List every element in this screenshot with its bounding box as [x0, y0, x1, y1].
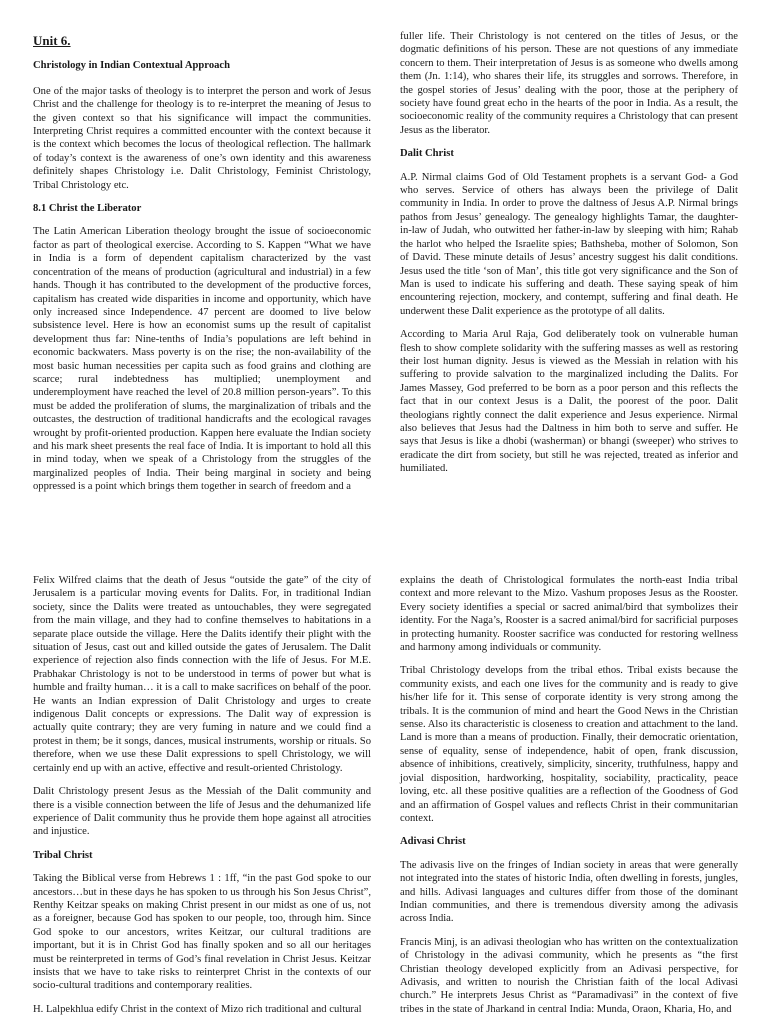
- wilfred-paragraph: Felix Wilfred claims that the death of Jesus “outside the gate” of the city of Jerusalem is a particular moving events for Dalits. For, in traditional Indian society, since the Dalits were treated as untouchables, they were segregated from the main village, and they had to confine themselves to habitations in a separate place outside the village. Here the Dalits identify their plight with the situation of Jesus, cast out and killed outside the gates of Jerusalem. The Dalit experience of rejection also finds connection with the life of Jesus. For M.E. Prabhakar Christology is not to be understood in terms of power but what is humble and frailty human… it is a call to make sacrifices on behalf of the poor. He wants an Indian expression of Dalit Christology and urges to create indigenous Dalit concepts or expressions. The Dalit way of expression is actually quite contrary; they are very fuming in nature and we could find a protest in them; be it songs, dances, musical instruments, worship or rituals. So therefore, when we use these Dalit expressions to spell Christology, we will certainly end up with an active, effective and result-oriented Christology.: [33, 575, 371, 774]
- page-gap: [0, 520, 768, 560]
- top-left-column: [33, 30, 371, 504]
- unit-heading: Unit 6.: [33, 33, 71, 48]
- adivasi-christ-heading: Adivasi Christ: [400, 836, 466, 848]
- adivasi-paragraph: The adivasis live on the fringes of Indian society in areas that were generally not integrated into the states of historic India, often dwelling in forests, jungles, and hills. Adivasi languages and cultures differ from those of the dominant Indian communities, and there is tremendous diversity among the adivasis across India.: [400, 859, 738, 925]
- dalit-christ-heading: Dalit Christ: [400, 148, 454, 160]
- arul-raja-paragraph: According to Maria Arul Raja, God deliberately took on vulnerable human flesh to show complete solidarity with the suffering masses as well as restoring their lost human dignity. Jesus is viewed as the Messiah in relation with his suffering to provide salvation to the marginalized including the Dalits. For James Massey, God preferred to be born as a poor person and this reflects the fact that in our context Jesus is a Dalit, the poorest of the poor. Dalit theologians rightly connect the dalit experience and Jesus experience. Nirmal also believes that Jesus had the Daltness in him both to serve and suffer. He says that Jesus is like a dhobi (washerman) or bhangi (sweeper) who strives to eradicate the dirt from society, but still he was rejected, treated as inferior and humiliated.: [400, 329, 738, 475]
- rooster-paragraph: explains the death of Christological formulates the north-east India tribal context and more relevant to the Mizo. Vashum proposes Jesus as the Rooster. Every society identifies a special or sacred animal/bird that symbolizes their identity. For the Naga’s, Rooster is a sacred animal/bird for sacrificial purposes in protecting humanity. Rooster sacrifice was conducted for restoring wellness and harmony among individuals or community.: [400, 575, 738, 654]
- bottom-right-column: [400, 574, 738, 1026]
- minj-paragraph: Francis Minj, is an adivasi theologian who has written on the contextualization of Christology in the adivasi community, which he presents as “the first Christian theology developed explicitly from an Adivasi perspective, for Adivasis, and written to nourish the Christian faith of the local Adivasi church.” He interprets Jesus Christ as “Paramadivasi” in the context of five tribes in the state of Jharkand in central India: Munda, Oraon, Kharia, Ho, and: [400, 936, 738, 1015]
- dalit-christology-paragraph: Dalit Christology present Jesus as the Messiah of the Dalit community and there is a visible connection between the life of Jesus and the dehumanized life experience of Dalit community thus he provide them hope against all atrocities and injustice.: [33, 786, 371, 838]
- liberator-paragraph: The Latin American Liberation theology brought the issue of socioeconomic factor as part of theological exercise. According to S. Kappen “What we have in India is a form of dependent capitalism characterized by the vast concentration of the means of production (agricultural and industrial) in a few hands. Though it has contributed to the development of the productive forces, capitalism has created wide disparities in income and opportunity, which have only increased since Independence. 47 percent are doomed to live below subsistence level. Here is how an economist sums up the result of capitalist development thus far: Nine-tenths of India’s populations are left behind in economic backwaters. Mass poverty is on the rise; the non-availability of the most basic human necessities per capita such as food grains and clothing are scarce; rural indebtedness has multiplied; unemployment and underemployment have reached the level of 20.8 million person-years”. To this must be added the proliferation of slums, the marginalization of tribals and the outcastes, the destruction of traditional handicrafts and the ecological ravages wrought by profit-oriented production. Kappen here evaluate the Indian society and his mark sheet presents the real face of India. It is important to hold all this in mind today, when we speak of a Christology from the struggles of the marginalized peoples of India. Their being marginal in society and being oppressed is a point which brings them together in search of freedom and a: [33, 226, 371, 493]
- section-heading: 8.1 Christ the Liberator: [33, 203, 142, 215]
- nirmal-paragraph: A.P. Nirmal claims God of Old Testament prophets is a servant God- a God who serves. Service of others has always been the privilege of Dalit community in India. In order to prove the daltness of Jesus A.P. Nirmal brings pathos from Jesus’ genealogy. The genealogy highlights Tamar, the daughter-in-law of Judah, who outwitted her father-in-law by sleeping with him; Rahab the harlot who helped the Israelite spies; Bathsheba, mother of Solomon, Son of David. These minute details of Jesus’ ancestry suggest his dalit conditions. Jesus used the title ‘son of Man’, this title got very significance and the Son of Man is used to indicate his suffering and death. These saying speak of him encountering rejection, mockery, and contempt, suffering and final death. He underwent these Dalit experience as the prototype of all dalits.: [400, 171, 738, 317]
- fuller-life-paragraph: fuller life. Their Christology is not centered on the titles of Jesus, or the dogmatic definitions of his person. These are not questions of any immediate concern to them. Their interpretation of Jesus is as someone who dwells among them (Jn. 1:14), who shares their life, its struggles and sorrows. Therefore, in the gospel stories of Jesus’ dealing with the poor, those at the periphery of society have found great echo in the hearts of the poor in India. As a result, the socioeconomic reality of the community requires a Christology that can present Jesus as the liberator.: [400, 31, 738, 136]
- tribal-christ-heading: Tribal Christ: [33, 849, 93, 861]
- lalpekhlua-paragraph: H. Lalpekhlua edify Christ in the context of Mizo rich traditional and cultural: [33, 1003, 362, 1015]
- intro-paragraph: One of the major tasks of theology is to interpret the person and work of Jesus Christ and the challenge for theology is to re-interpret the meaning of Jesus to the given context so that his significance will impact the communities. Interpreting Christ requires a committed encounter with the context because it is the context which becomes the locus of theological reflection. The hallmark of today’s context is the awareness of one’s own identity and this awareness definitely shapes Christology i.e. Dalit Christology, Feminist Christology, Tribal Christology etc.: [33, 85, 371, 191]
- tribal-ethos-paragraph: Tribal Christology develops from the tribal ethos. Tribal exists because the community exists, and each one lives for the community and is ready to give his/her life for it. This sense of corporate identity is very strong among the tribals. It is the communion of mind and heart the Good News in the Christian sense. Also its characteristic is closeness to creation and attachment to the land. Land is more than a means of production. Finally, their democratic orientation, sense of equality, sense of independence, habit of open, frank discussion, absence of inhibitions, creatively, simplicity, sincerity, truthfulness, happy and jovial disposition, hardworking, hospitality, sociability, practicality, peace loving, etc. all these positive qualities are a reflection of the Goodness of God and an affirmation of Gospel values and reflects Christ in their communitarian context.: [400, 665, 738, 824]
- keitzar-paragraph: Taking the Biblical verse from Hebrews 1 : 1ff, “in the past God spoke to our ancestors…but in these days he has spoken to us through his Son Jesus Christ”, Renthy Keitzar speaks on making Christ present in our midst as one of us, not as a foreigner, because God has spoken to our people, too, through him. Since God spoke to our ancestors, writes Keitzar, our cultural traditions are important, but it is in Christ God has finally spoken and so all our heritages must be reinterpreted in terms of God’s final revelation in Christ Jesus. Keitzar insists that we have to take risks to reinterpret Christ in the contexts of our socio-cultural traditions and contemporary realities.: [33, 873, 371, 992]
- bottom-left-column: [33, 574, 371, 1026]
- top-right-column: [400, 30, 738, 486]
- bottom-page: [0, 560, 768, 1024]
- chapter-title: Christology in Indian Contextual Approach: [33, 60, 231, 72]
